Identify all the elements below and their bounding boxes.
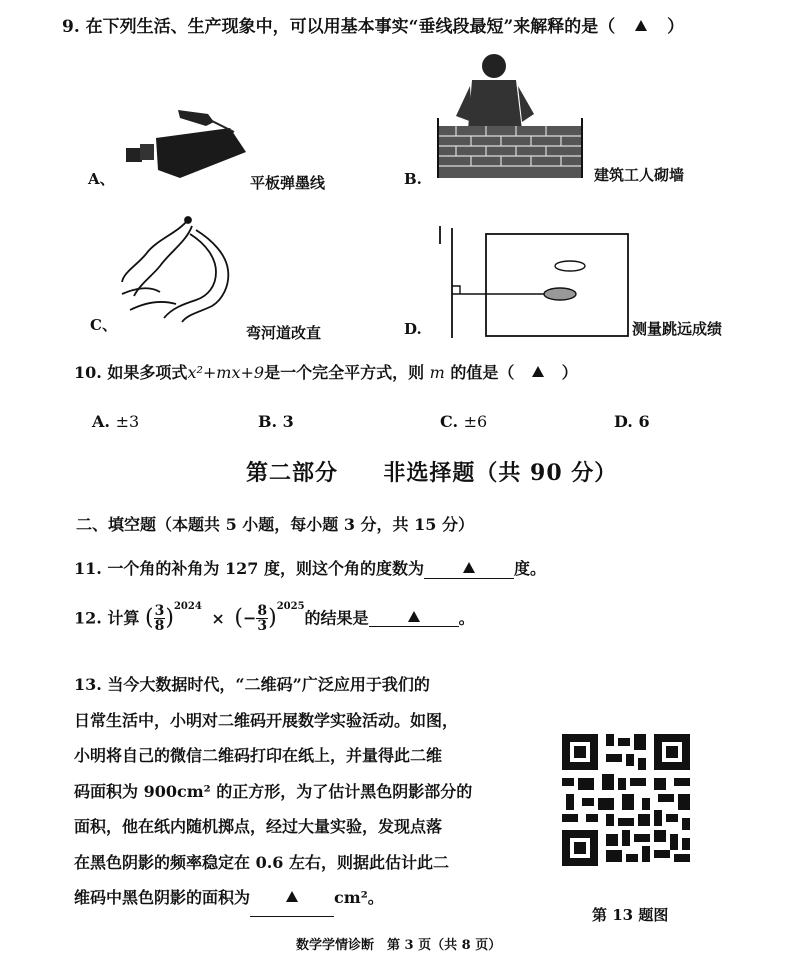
q11-number: 11.	[74, 559, 102, 578]
q10-prefix: 如果多项式	[107, 363, 188, 382]
q13-line-4: 码面积为 900cm² 的正方形，为了估计黑色阴影部分的	[74, 781, 473, 801]
part2-heading	[246, 456, 617, 487]
q12-exponent-2: 2025	[276, 601, 305, 612]
answer-marker	[635, 17, 647, 37]
q10-option-d: D. 6	[614, 412, 650, 431]
q12-suffix: 的结果是	[304, 608, 369, 628]
long-jump-icon	[430, 222, 630, 340]
section2-heading: 二、填空题（本题共 5 小题，每小题 3 分，共 15 分）	[76, 515, 474, 534]
part2-title: 第二部分	[246, 460, 339, 486]
q10-suffix: 的值是（	[450, 363, 515, 382]
q11-stem	[74, 556, 546, 579]
q13-last-suffix: cm²。	[334, 888, 384, 907]
q9-close: ）	[667, 17, 685, 37]
q13-line-5: 面积，他在纸内随机掷点，经过大量实验，发现点落	[74, 817, 443, 836]
q10-option-a: A. ±3	[92, 412, 140, 431]
page-footer: 数学学情诊断 第 3 页（共 8 页）	[296, 938, 502, 953]
q13-line-1: 当今大数据时代，“二维码”广泛应用于我们的	[107, 675, 430, 694]
q11-suffix: 度。	[513, 559, 546, 578]
q12-blank[interactable]	[369, 610, 459, 627]
q12-exponent-1: 2024	[173, 601, 202, 612]
part2-subtitle: 非选择题（共 90 分）	[383, 460, 618, 486]
q12-end: 。	[458, 608, 475, 628]
q12-prefix: 计算	[107, 608, 140, 628]
q9-option-d-caption: 测量跳远成绩	[632, 320, 723, 338]
river-icon	[116, 214, 240, 330]
q13-last-prefix: 维码中黑色阴影的面积为	[74, 888, 251, 907]
q9-number: 9.	[62, 17, 80, 37]
q12-number: 12.	[74, 608, 102, 628]
q11-blank[interactable]	[424, 559, 514, 579]
q9-text: 在下列生活、生产现象中，可以用基本事实“垂线段最短”来解释的是（	[85, 17, 616, 37]
q13-line-3: 小明将自己的微信二维码打印在纸上，并量得此二维	[74, 746, 443, 765]
q9-option-b-caption: 建筑工人砌墙	[594, 166, 685, 184]
q10-expression: x²+mx+9	[187, 363, 265, 382]
q13-number: 13.	[74, 675, 102, 694]
q12-stem: 12. 计算 ( $\frac{3}{8}$ )$^{2024}$ × (− $\frac{8}{3}$ )$^{2025}$的结果是 。	[74, 601, 475, 634]
q10-close: ）	[561, 363, 578, 382]
q9-option-d-letter: D.	[404, 320, 422, 338]
q10-var: m	[429, 363, 445, 382]
q13-body	[74, 667, 494, 917]
q9-stem	[62, 12, 684, 37]
q9-option-c-caption: 弯河道改直	[246, 324, 322, 342]
q12-fraction-2: $\frac{8}{3}$	[257, 603, 268, 634]
qr-code-image	[558, 730, 694, 870]
bricklayer-icon	[436, 46, 588, 180]
q11-text: 一个角的补角为 127 度，则这个角的度数为	[107, 559, 424, 578]
q10-option-c: C. ±6	[440, 412, 488, 431]
q9-option-c-letter: C、	[90, 316, 117, 334]
q13-line-2: 日常生活中，小明对二维码开展数学实验活动。如图，	[74, 710, 459, 730]
q12-negative: −	[242, 608, 257, 628]
q10-mid: 是一个完全平方式，则	[264, 363, 425, 382]
q9-option-a-caption: 平板弹墨线	[250, 174, 326, 192]
q13-line-6: 在黑色阴影的频率稳定在 0.6 左右，则据此估计此二	[74, 852, 449, 872]
q10-number: 10.	[74, 363, 102, 382]
answer-marker	[532, 363, 544, 382]
ink-line-icon	[118, 100, 250, 180]
q10-stem	[74, 360, 578, 383]
q9-option-b-letter: B.	[404, 170, 422, 188]
q10-option-b: B. 3	[258, 412, 294, 431]
q12-fraction-1: $\frac{3}{8}$	[154, 603, 165, 634]
q12-times: ×	[211, 608, 225, 628]
q9-option-a-letter: A、	[88, 170, 115, 188]
q13-blank[interactable]	[250, 880, 334, 917]
q13-figure-caption: 第 13 题图	[592, 906, 669, 924]
